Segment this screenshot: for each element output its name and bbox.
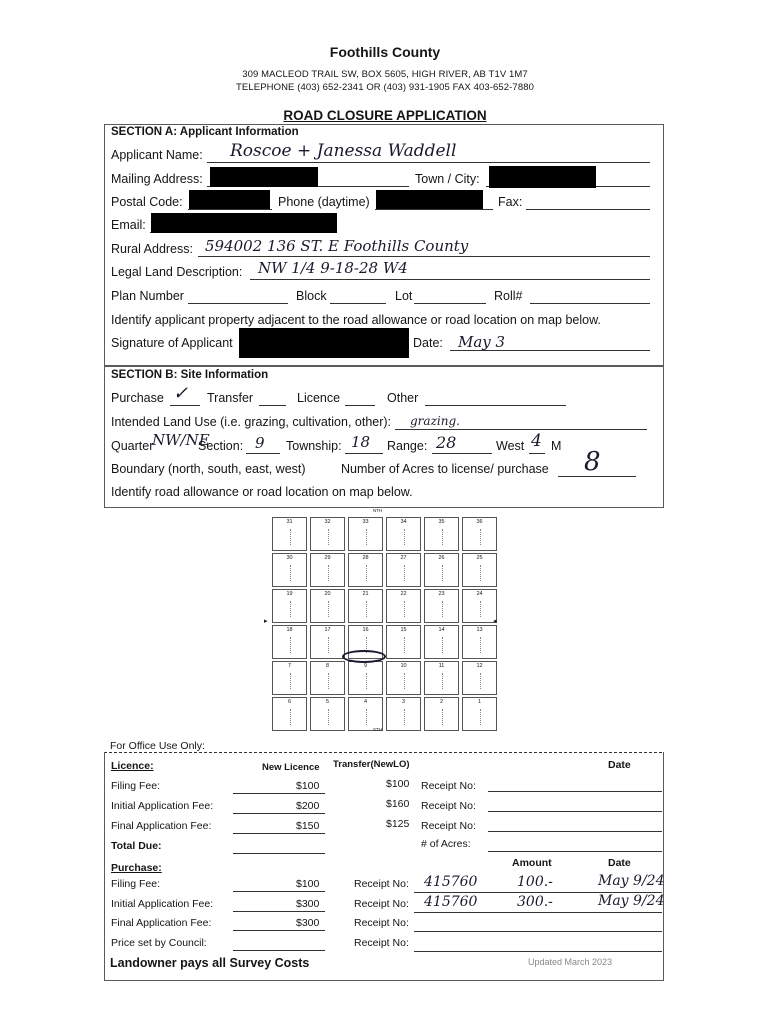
west-label: West (496, 439, 525, 453)
map-quarter-divider (404, 565, 405, 581)
licence-transfer-amount: $160 (386, 798, 410, 810)
map-section-number: 25 (476, 555, 483, 561)
licence-fee-label: Final Application Fee: (111, 820, 212, 832)
map-section-number: 6 (287, 699, 292, 705)
map-section-21[interactable] (348, 589, 383, 623)
map-section-number: 20 (324, 591, 331, 597)
rural-address-label: Rural Address: (111, 242, 193, 256)
purchase-date: May 9/24 (598, 892, 665, 909)
map-quarter-divider (404, 673, 405, 689)
office-heading: For Office Use Only: (110, 740, 205, 752)
phone-line[interactable] (375, 209, 493, 210)
map-quarter-divider (404, 637, 405, 653)
map-quarter-divider (328, 565, 329, 581)
map-section-number: 16 (362, 627, 369, 633)
county-phone: TELEPHONE (403) 652-2341 OR (403) 931-1905 FAX 403-652-7880 (236, 82, 534, 93)
licence-new-amount: $200 (296, 800, 320, 812)
fax-label: Fax: (498, 195, 523, 209)
section-line[interactable] (246, 453, 280, 454)
purchase-receipt-line[interactable] (414, 951, 662, 952)
map-section-34[interactable] (386, 517, 421, 551)
licence-transfer-amount: $125 (386, 818, 410, 830)
purchase-check: ✓ (173, 383, 189, 404)
redaction-town (489, 166, 596, 188)
map-section-number: 32 (324, 519, 331, 525)
map-quarter-divider (404, 601, 405, 617)
acres-office-line[interactable] (488, 851, 662, 852)
redaction-signature (239, 328, 409, 358)
licence-receipt-label: Receipt No: (421, 800, 476, 812)
map-quarter-divider (366, 565, 367, 581)
col-date: Date (608, 759, 631, 771)
map-quarter-divider (290, 673, 291, 689)
other-line[interactable] (425, 405, 566, 406)
purchase-fee-amount: $300 (296, 897, 320, 910)
county-address: 309 MACLEOD TRAIL SW, BOX 5605, HIGH RIVER, AB T1V 1M7 (242, 69, 528, 80)
map-section-number: 27 (400, 555, 407, 561)
total-due-line[interactable] (233, 853, 325, 854)
rural-address-line[interactable] (198, 256, 650, 257)
map-section-29[interactable] (310, 553, 345, 587)
west-line[interactable] (529, 453, 545, 454)
date-value: May 3 (458, 333, 506, 351)
other-label: Other (387, 391, 419, 405)
licence-fee-label: Filing Fee: (111, 780, 161, 792)
redaction-mailing (210, 167, 318, 187)
map-east-mark: ◂ (493, 618, 497, 625)
range-line[interactable] (432, 453, 492, 454)
map-section-19[interactable] (272, 589, 307, 623)
map-quarter-divider (442, 565, 443, 581)
licence-transfer-amount: $100 (386, 778, 410, 790)
redaction-phone (376, 190, 483, 209)
map-section-number: 2 (439, 699, 444, 705)
map-south-label: STH (373, 727, 382, 732)
west-value: 4 (531, 431, 542, 451)
map-north-label: NTH (373, 508, 383, 513)
map-section-number: 23 (438, 591, 445, 597)
map-section-14[interactable] (424, 625, 459, 659)
licence-receipt-label: Receipt No: (421, 780, 476, 792)
purchase-receipt-line[interactable] (414, 912, 662, 913)
map-section-number: 34 (400, 519, 407, 525)
map-section-number: 17 (324, 627, 331, 633)
land-use-label: Intended Land Use (i.e. grazing, cultivation, other): (111, 415, 392, 429)
licence-fee-label: Initial Application Fee: (111, 800, 214, 812)
map-quarter-divider (404, 709, 405, 725)
col-new-licence: New Licence (262, 762, 320, 773)
purchase-fee-line[interactable] (233, 891, 325, 892)
map-section-number: 10 (400, 663, 407, 669)
applicant-name-value: Roscoe + Janessa Waddell (230, 141, 457, 161)
map-section-20[interactable] (310, 589, 345, 623)
map-section-5[interactable] (310, 697, 345, 731)
map-section-17[interactable] (310, 625, 345, 659)
map-section-8[interactable] (310, 661, 345, 695)
map-quarter-divider (442, 673, 443, 689)
map-section-10[interactable] (386, 661, 421, 695)
plan-number-label: Plan Number (111, 289, 184, 303)
purchase-date: May 9/24 (598, 873, 665, 889)
map-quarter-divider (404, 529, 405, 545)
map-section-number: 3 (401, 699, 406, 705)
licence-heading: Licence: (111, 760, 154, 772)
col-transfer: Transfer(NewLO) (333, 759, 410, 770)
range-label: Range: (387, 439, 428, 453)
licence-receipt-line[interactable] (488, 831, 662, 832)
map-section-number: 28 (362, 555, 369, 561)
map-section-28[interactable] (348, 553, 383, 587)
map-section-number: 21 (362, 591, 369, 597)
map-section-number: 9 (363, 663, 368, 669)
land-use-value: grazing. (410, 414, 460, 428)
map-section-15[interactable] (386, 625, 421, 659)
purchase-receipt-label: Receipt No: (354, 917, 409, 929)
map-quarter-divider (480, 529, 481, 545)
identify-property-text: Identify applicant property adjacent to the road allowance or road location on map below. (111, 313, 601, 327)
map-quarter-divider (328, 709, 329, 725)
postal-code-line[interactable] (188, 209, 272, 210)
purchase-receipt-line[interactable] (414, 931, 662, 932)
land-use-line[interactable] (395, 429, 647, 430)
map-road-location-circle (342, 650, 386, 663)
identify-road-text: Identify road allowance or road location on map below. (111, 485, 413, 499)
date-label: Date: (413, 336, 443, 350)
purchase-fee-amount: $300 (296, 917, 320, 929)
licence-fee-line[interactable] (233, 833, 325, 834)
map-quarter-divider (366, 601, 367, 617)
map-quarter-divider (480, 709, 481, 725)
roll-line[interactable] (530, 303, 650, 304)
map-section-35[interactable] (424, 517, 459, 551)
roll-label: Roll# (494, 289, 523, 303)
map-section-32[interactable] (310, 517, 345, 551)
purchase-line[interactable] (170, 405, 200, 406)
map-quarter-divider (366, 529, 367, 545)
map-quarter-divider (366, 709, 367, 725)
legal-land-label: Legal Land Description: (111, 265, 243, 279)
purchase-fee-label: Initial Application Fee: (111, 897, 214, 910)
map-section-2[interactable] (424, 697, 459, 731)
map-section-7[interactable] (272, 661, 307, 695)
section-value: 9 (255, 434, 265, 452)
map-section-number: 5 (325, 699, 330, 705)
map-quarter-divider (480, 637, 481, 653)
map-section-number: 31 (286, 519, 293, 525)
plan-number-line[interactable] (188, 303, 288, 304)
map-quarter-divider (328, 637, 329, 653)
map-quarter-divider (290, 565, 291, 581)
county-name: Foothills County (329, 44, 441, 60)
map-section-13[interactable] (462, 625, 497, 659)
form-title: ROAD CLOSURE APPLICATION (283, 108, 487, 123)
map-quarter-divider (442, 601, 443, 617)
map-section-number: 26 (438, 555, 445, 561)
purchase-fee-label: Filing Fee: (111, 878, 161, 890)
section-a-heading: SECTION A: Applicant Information (111, 126, 299, 138)
transfer-line[interactable] (259, 405, 286, 406)
map-section-1[interactable] (462, 697, 497, 731)
section-b-heading: SECTION B: Site Information (111, 369, 269, 381)
total-due-label: Total Due: (111, 840, 162, 852)
licence-new-amount: $150 (296, 820, 320, 832)
town-label: Town / City: (415, 172, 480, 186)
purchase-label: Purchase (111, 391, 164, 405)
survey-costs-note: Landowner pays all Survey Costs (110, 956, 310, 970)
map-section-number: 15 (400, 627, 407, 633)
purchase-receipt-label: Receipt No: (354, 878, 409, 890)
map-section-number: 8 (325, 663, 330, 669)
legal-land-value: NW 1/4 9-18-28 W4 (258, 259, 408, 277)
map-section-number: 1 (477, 699, 482, 705)
map-section-31[interactable] (272, 517, 307, 551)
map-section-number: 12 (476, 663, 483, 669)
col-date-purchase: Date (608, 857, 631, 869)
applicant-name-line[interactable] (207, 162, 650, 163)
licence-line[interactable] (345, 405, 375, 406)
purchase-amount: 100.- (517, 874, 553, 890)
redaction-postal (189, 190, 270, 209)
map-section-27[interactable] (386, 553, 421, 587)
map-section-6[interactable] (272, 697, 307, 731)
map-section-25[interactable] (462, 553, 497, 587)
acres-value: 8 (584, 447, 601, 477)
purchase-receipt-label: Receipt No: (354, 897, 409, 910)
purchase-fee-amount: $100 (296, 878, 320, 890)
licence-new-amount: $100 (296, 780, 320, 792)
purchase-fee-line[interactable] (233, 930, 325, 931)
meridian-label: M (551, 439, 562, 453)
map-quarter-divider (366, 673, 367, 689)
map-section-number: 30 (286, 555, 293, 561)
map-section-18[interactable] (272, 625, 307, 659)
purchase-fee-label: Price set by Council: (111, 936, 207, 949)
map-section-11[interactable] (424, 661, 459, 695)
map-quarter-divider (442, 637, 443, 653)
email-label: Email: (111, 218, 146, 232)
quarter-value: NW/NE (152, 431, 210, 449)
township-line[interactable] (345, 453, 383, 454)
section-label: Section: (198, 439, 244, 453)
map-quarter-divider (442, 529, 443, 545)
purchase-heading: Purchase: (111, 862, 162, 874)
map-quarter-divider (290, 529, 291, 545)
township-label: Township: (286, 439, 342, 453)
map-section-number: 24 (476, 591, 483, 597)
map-quarter-divider (290, 637, 291, 653)
map-quarter-divider (328, 529, 329, 545)
purchase-fee-line[interactable] (233, 950, 325, 951)
map-section-number: 19 (286, 591, 293, 597)
map-quarter-divider (480, 673, 481, 689)
licence-receipt-line[interactable] (488, 811, 662, 812)
map-section-number: 14 (438, 627, 445, 633)
map-section-3[interactable] (386, 697, 421, 731)
map-quarter-divider (480, 601, 481, 617)
map-section-number: 7 (287, 663, 292, 669)
purchase-fee-label: Final Application Fee: (111, 917, 212, 929)
map-section-23[interactable] (424, 589, 459, 623)
purchase-fee-line[interactable] (233, 911, 325, 912)
map-section-30[interactable] (272, 553, 307, 587)
applicant-name-label: Applicant Name: (111, 148, 203, 162)
block-label: Block (296, 289, 327, 303)
postal-code-label: Postal Code: (111, 195, 183, 209)
map-section-number: 11 (438, 663, 445, 669)
range-value: 28 (436, 433, 457, 452)
township-value: 18 (351, 433, 371, 451)
lot-line[interactable] (414, 303, 486, 304)
licence-fee-line[interactable] (233, 793, 325, 794)
map-section-number: 13 (476, 627, 483, 633)
map-section-number: 4 (363, 699, 368, 705)
map-section-number: 18 (286, 627, 293, 633)
licence-receipt-label: Receipt No: (421, 820, 476, 832)
licence-fee-line[interactable] (233, 813, 325, 814)
map-section-4[interactable] (348, 697, 383, 731)
map-section-26[interactable] (424, 553, 459, 587)
purchase-amount: 300.- (517, 893, 553, 910)
rural-address-value: 594002 136 ST. E Foothills County (205, 237, 469, 255)
mailing-address-label: Mailing Address: (111, 172, 203, 186)
map-quarter-divider (290, 709, 291, 725)
phone-label: Phone (daytime) (278, 195, 370, 209)
quarter-label: Quarter (111, 439, 154, 453)
map-quarter-divider (480, 565, 481, 581)
map-section-36[interactable] (462, 517, 497, 551)
map-section-number: 36 (476, 519, 483, 525)
map-section-number: 35 (438, 519, 445, 525)
map-section-24[interactable] (462, 589, 497, 623)
map-west-mark: ▸ (264, 618, 268, 625)
map-quarter-divider (290, 601, 291, 617)
map-section-12[interactable] (462, 661, 497, 695)
col-amount: Amount (512, 857, 552, 869)
township-map[interactable] (268, 513, 496, 727)
boundary-text: Boundary (north, south, east, west) (111, 462, 306, 476)
map-section-33[interactable] (348, 517, 383, 551)
purchase-receipt-number: 415760 (424, 874, 478, 890)
legal-land-line[interactable] (250, 279, 650, 280)
map-section-number: 29 (324, 555, 331, 561)
map-section-number: 33 (362, 519, 369, 525)
map-section-number: 22 (400, 591, 407, 597)
fax-line[interactable] (526, 209, 650, 210)
transfer-label: Transfer (207, 391, 254, 405)
purchase-receipt-number: 415760 (424, 893, 478, 910)
block-line[interactable] (330, 303, 386, 304)
acres-label: Number of Acres to license/ purchase (341, 462, 549, 476)
lot-label: Lot (395, 289, 413, 303)
acres-office-label: # of Acres: (421, 838, 471, 850)
updated-note: Updated March 2023 (528, 957, 613, 967)
licence-receipt-line[interactable] (488, 791, 662, 792)
map-quarter-divider (328, 673, 329, 689)
purchase-receipt-label: Receipt No: (354, 936, 409, 949)
map-quarter-divider (442, 709, 443, 725)
map-quarter-divider (328, 601, 329, 617)
map-section-22[interactable] (386, 589, 421, 623)
licence-label: Licence (297, 391, 341, 405)
map-section-9[interactable] (348, 661, 383, 695)
redaction-email (151, 213, 337, 233)
signature-label: Signature of Applicant (111, 336, 233, 350)
